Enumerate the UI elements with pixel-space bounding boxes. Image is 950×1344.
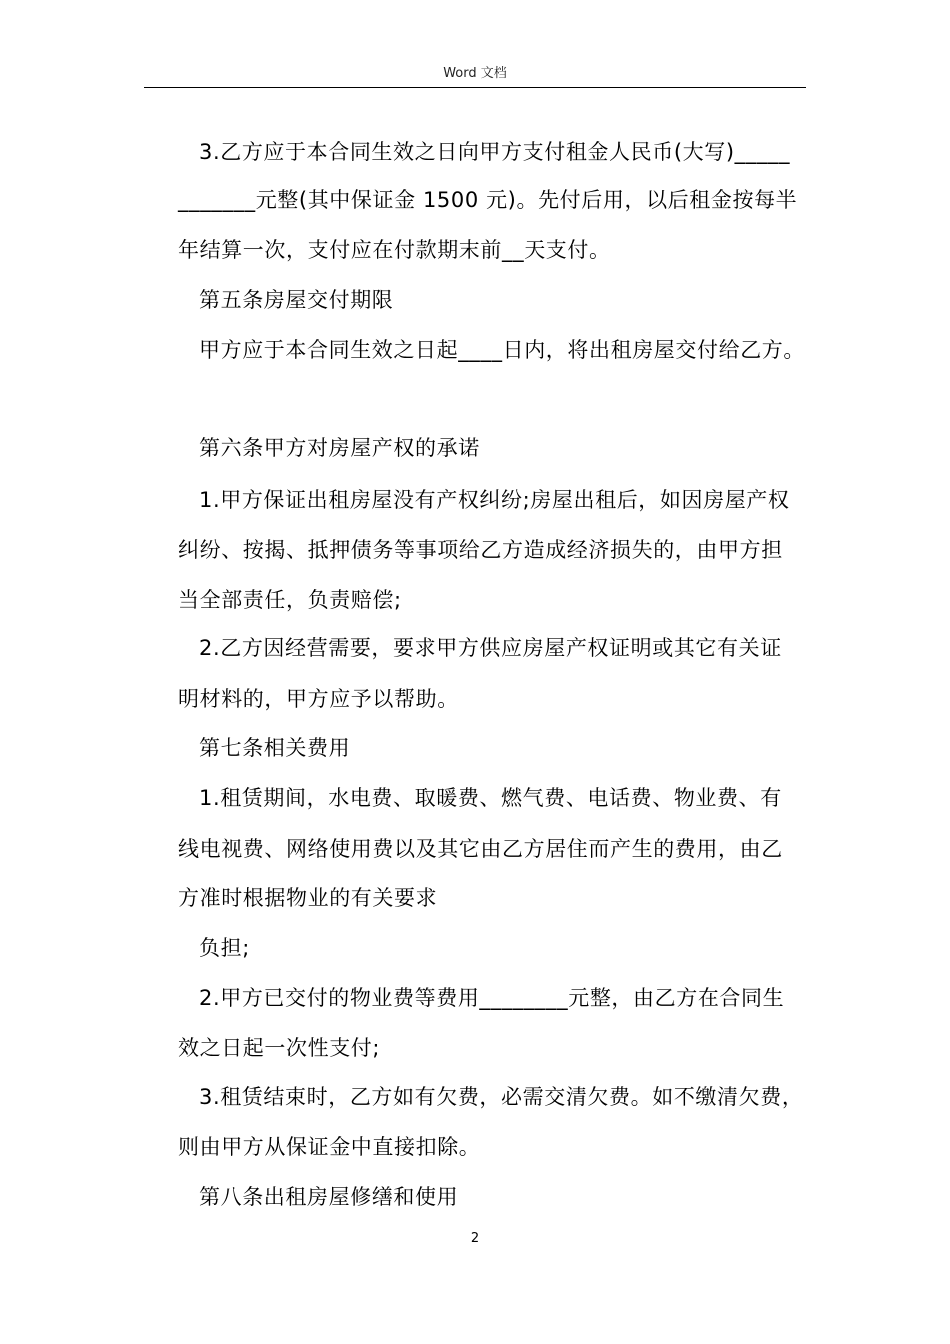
body-line-11: 明材料的，甲方应予以帮助。 (178, 687, 459, 711)
body-line-16: 负担; (199, 936, 250, 960)
body-line-19: 3.租赁结束时，乙方如有欠费，必需交清欠费。如不缴清欠费， (199, 1085, 804, 1109)
section-heading-5: 第五条房屋交付期限 (199, 288, 394, 312)
body-line-5: 甲方应于本合同生效之日起____日内，将出租房屋交付给乙方。 (199, 338, 805, 362)
section-heading-7: 第七条相关费用 (199, 736, 351, 760)
page-header-title: Word 文档 (443, 66, 507, 81)
section-heading-6: 第六条甲方对房屋产权的承诺 (199, 436, 480, 460)
body-line-7: 1.甲方保证出租房屋没有产权纠纷;房屋出租后，如因房屋产权 (199, 488, 790, 512)
body-line-10: 2.乙方因经营需要，要求甲方供应房屋产权证明或其它有关证 (199, 636, 782, 660)
body-line-3: 年结算一次，支付应在付款期末前__天支付。 (178, 238, 611, 262)
body-line-9: 当全部责任，负责赔偿; (178, 588, 402, 612)
header-divider (144, 87, 806, 88)
body-line-18: 效之日起一次性支付; (178, 1036, 381, 1060)
body-line-17: 2.甲方已交付的物业费等费用________元整，由乙方在合同生 (199, 986, 785, 1010)
body-line-13: 1.租赁期间，水电费、取暖费、燃气费、电话费、物业费、有 (199, 786, 782, 810)
page-number: 2 (470, 1231, 480, 1246)
body-line-20: 则由甲方从保证金中直接扣除。 (178, 1135, 481, 1159)
body-line-2: _______元整(其中保证金 1500 元)。先付后用，以后租金按每半 (178, 188, 798, 212)
body-line-15: 方准时根据物业的有关要求 (178, 886, 438, 910)
body-line-1: 3.乙方应于本合同生效之日向甲方支付租金人民币(大写)_____ (199, 140, 791, 164)
body-line-14: 线电视费、网络使用费以及其它由乙方居住而产生的费用，由乙 (178, 837, 783, 861)
section-heading-8: 第八条出租房屋修缮和使用 (199, 1185, 459, 1209)
body-line-8: 纠纷、按揭、抵押债务等事项给乙方造成经济损失的，由甲方担 (178, 538, 783, 562)
